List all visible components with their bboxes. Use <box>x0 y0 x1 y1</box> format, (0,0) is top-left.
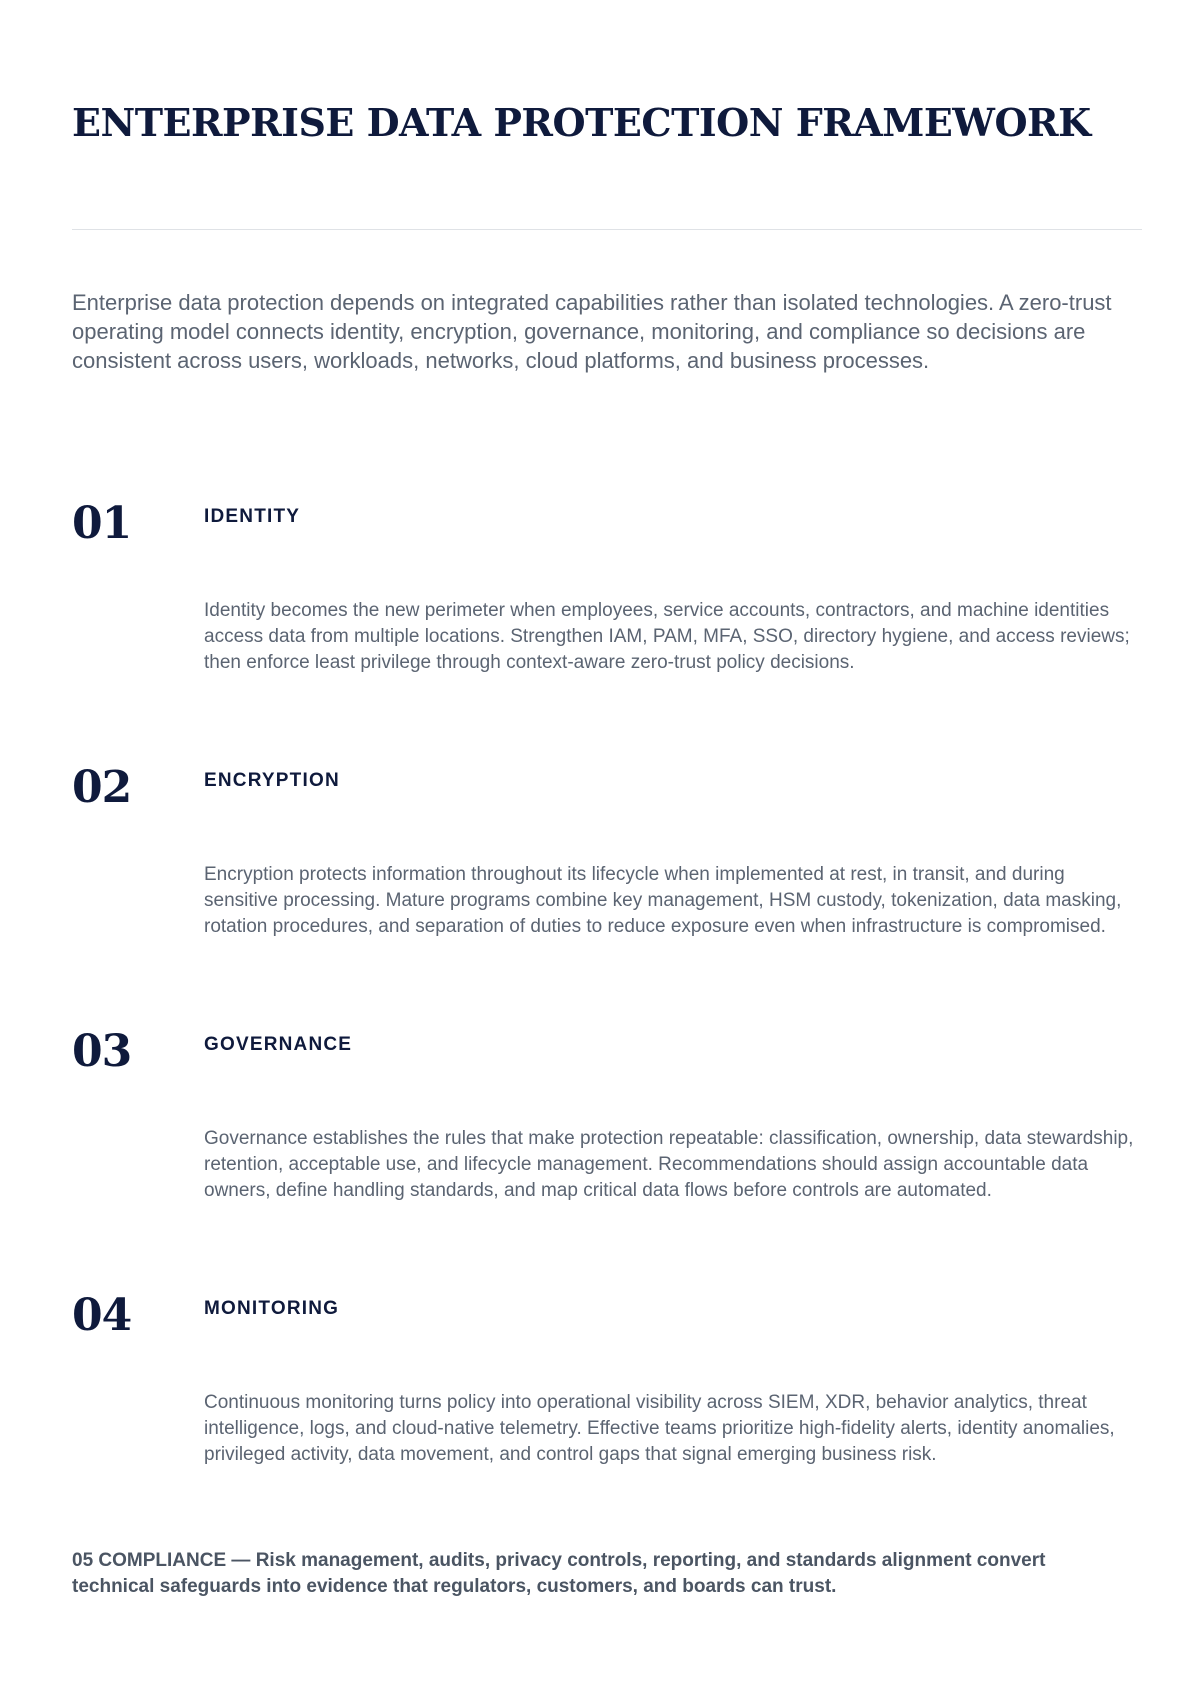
page-title: ENTERPRISE DATA PROTECTION FRAMEWORK <box>72 100 1091 145</box>
intro-paragraph: Enterprise data protection depends on integrated capabilities rather than isolated technologies. A zero-trust operating model connects identity, encryption, governance, monitoring, and compliance so decisions are consistent across users, workloads, networks, cloud platforms, and business processes. <box>72 290 1112 373</box>
section-body: Continuous monitoring turns policy into operational visibility across SIEM, XDR, behavior analytics, threat intelligence, logs, and cloud-native telemetry. Effective teams prioritize high-fidelity alerts, identity anomalies, privileged activity, data movement, and control gaps that signal emerging business risk. <box>204 1392 1115 1465</box>
section-number: 01 <box>72 498 132 549</box>
section-heading: ENCRYPTION <box>204 770 340 791</box>
section-body: Encryption protects information throughout its lifecycle when implemented at rest, in transit, and during sensitive processing. Mature programs combine key management, HSM custody, tokenization, data masking, rotation procedures, and separation of duties to reduce exposure even when infrastructure is compromised. <box>204 864 1122 937</box>
section-number: 02 <box>72 762 132 813</box>
section-heading: GOVERNANCE <box>204 1034 353 1055</box>
compliance-note: 05 COMPLIANCE — Risk management, audits, privacy controls, reporting, and standards alignment convert technical safeguards into evidence that regulators, customers, and boards can trust. <box>72 1550 1046 1597</box>
section-heading: MONITORING <box>204 1298 340 1319</box>
section-body: Identity becomes the new perimeter when employees, service accounts, contractors, and machine identities access data from multiple locations. Strengthen IAM, PAM, MFA, SSO, directory hygiene, and access reviews; then enforce least privilege through context-aware zero-trust policy decisions. <box>204 600 1130 673</box>
title-divider <box>72 229 1142 230</box>
section-number: 03 <box>72 1026 132 1077</box>
section-number: 04 <box>72 1290 132 1341</box>
section-heading: IDENTITY <box>204 506 301 527</box>
section-body: Governance establishes the rules that make protection repeatable: classification, ownership, data stewardship, retention, acceptable use, and lifecycle management. Recommendations should assign accountable data owners, define handling standards, and map critical data flows before controls are automated. <box>204 1128 1134 1201</box>
